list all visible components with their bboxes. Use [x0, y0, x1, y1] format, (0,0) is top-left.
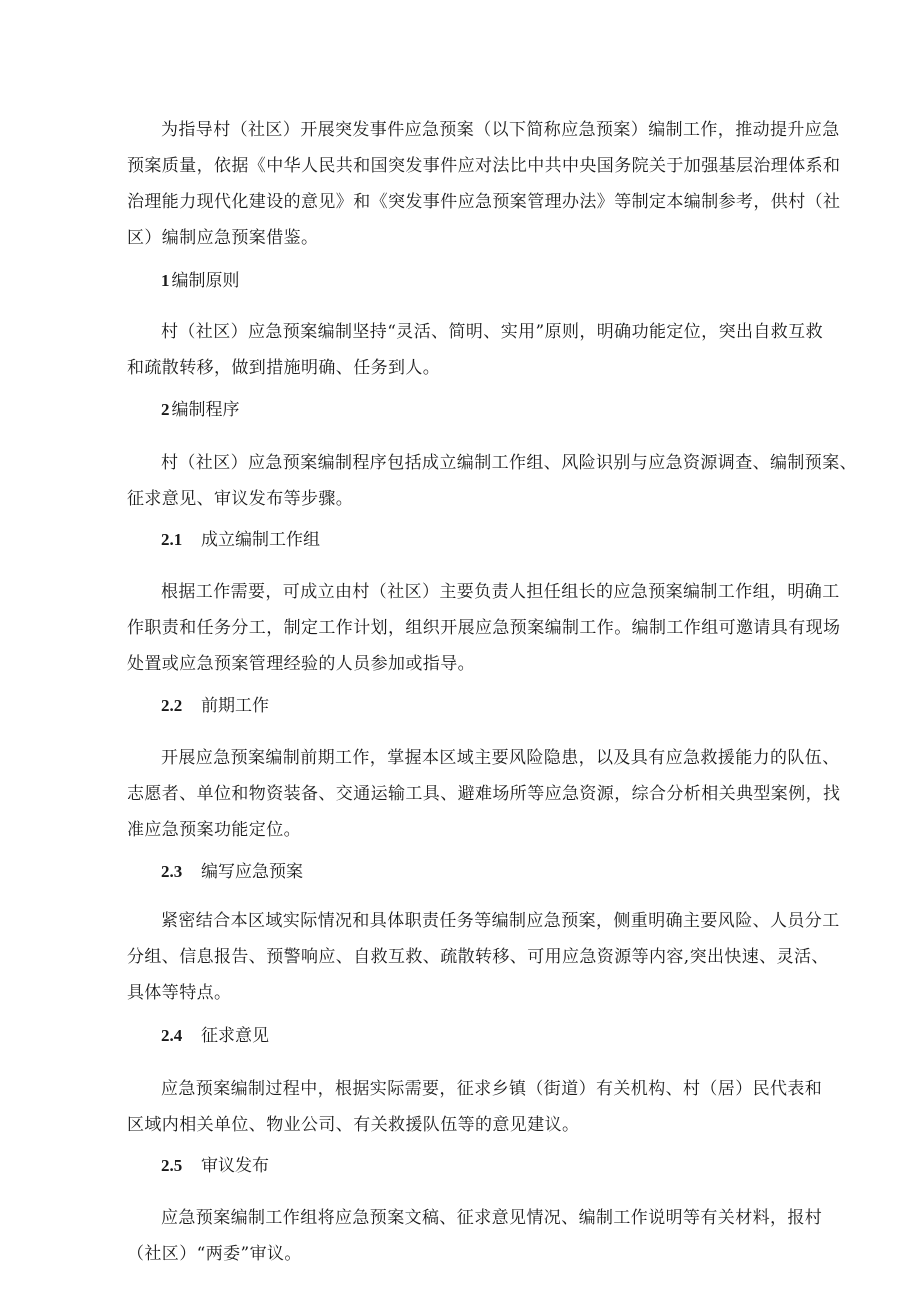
section-1-paragraph [127, 314, 839, 386]
section-number: 2.1 [161, 530, 183, 549]
paragraph-line: 应急预案编制过程中，根据实际需要，征求乡镇（街道）有关机构、村（居）民代表和 [161, 1079, 823, 1099]
paragraph-line: 紧密结合本区域实际情况和具体职责任务等编制应急预案，侧重明确主要风险、人员分工 [161, 911, 840, 931]
paragraph-line: 区）编制应急预案借鉴。 [127, 228, 319, 248]
paragraph-line: 开展应急预案编制前期工作，掌握本区域主要风险隐患，以及具有应急救援能力的队伍、 [161, 748, 840, 768]
section-title: 前期工作 [201, 696, 269, 716]
section-title: 审议发布 [201, 1156, 269, 1176]
paragraph-line: 为指导村（社区）开展突发事件应急预案（以下简称应急预案）编制工作，推动提升应急 [161, 120, 840, 140]
section-number: 2.2 [161, 696, 183, 715]
section-title: 成立编制工作组 [201, 530, 320, 550]
paragraph-line: 预案质量，依据《中华人民共和国突发事件应对法比中共中央国务院关于加强基层治理体系和 [127, 156, 841, 176]
paragraph-line: 分组、信息报告、预警响应、自救互救、疏散转移、可用应急资源等内容,突出快速、灵活、 [127, 947, 829, 967]
intro-paragraph [127, 112, 839, 256]
section-number: 2.3 [161, 862, 183, 881]
section-2-1-paragraph [127, 574, 839, 682]
paragraph-line: 治理能力现代化建设的意见》和《突发事件应急预案管理办法》等制定本编制参考，供村（社 [127, 192, 841, 212]
paragraph-line: 具体等特点。 [127, 983, 232, 1003]
paragraph-line: 志愿者、单位和物资装备、交通运输工具、避难场所等应急资源，综合分析相关典型案例，找 [127, 784, 841, 804]
section-heading-2-3 [161, 860, 303, 884]
paragraph-line: 征求意见、审议发布等步骤。 [127, 489, 354, 509]
section-2-paragraph [127, 445, 857, 517]
section-heading-2-2 [161, 694, 269, 718]
paragraph-line: 处置或应急预案管理经验的人员参加或指导。 [127, 654, 475, 674]
section-2-2-paragraph [127, 740, 839, 848]
paragraph-line: 准应急预案功能定位。 [127, 820, 301, 840]
paragraph-line: 区域内相关单位、物业公司、有关救援队伍等的意见建议。 [127, 1115, 580, 1135]
section-number: 2 [161, 400, 170, 419]
section-2-3-paragraph [127, 903, 839, 1011]
paragraph-line: 村（社区）应急预案编制坚持“灵活、简明、实用”原则，明确功能定位，突出自救互救 [161, 322, 823, 342]
section-heading-2-5 [161, 1154, 269, 1178]
section-title: 编制程序 [171, 400, 240, 420]
section-2-5-paragraph [127, 1200, 839, 1272]
paragraph-line: （社区）“两委”审议。 [127, 1244, 302, 1264]
section-number: 2.5 [161, 1156, 183, 1175]
paragraph-line: 和疏散转移，做到措施明确、任务到人。 [127, 358, 441, 378]
section-title: 编制原则 [171, 271, 240, 291]
section-heading-2 [161, 398, 240, 422]
section-heading-1 [161, 269, 240, 293]
section-number: 1 [161, 271, 170, 290]
section-number: 2.4 [161, 1026, 183, 1045]
paragraph-line: 根据工作需要，可成立由村（社区）主要负责人担任组长的应急预案编制工作组，明确工 [161, 582, 840, 602]
section-heading-2-1 [161, 528, 320, 552]
paragraph-line: 作职责和任务分工，制定工作计划，组织开展应急预案编制工作。编制工作组可邀请具有现场 [127, 618, 841, 638]
section-heading-2-4 [161, 1024, 269, 1048]
section-2-4-paragraph [127, 1071, 839, 1143]
paragraph-line: 应急预案编制工作组将应急预案文稿、征求意见情况、编制工作说明等有关材料，报村 [161, 1208, 823, 1228]
section-title: 征求意见 [201, 1026, 269, 1046]
paragraph-line: 村（社区）应急预案编制程序包括成立编制工作组、风险识别与应急资源调查、编制预案、 [161, 453, 857, 473]
section-title: 编写应急预案 [201, 862, 303, 882]
